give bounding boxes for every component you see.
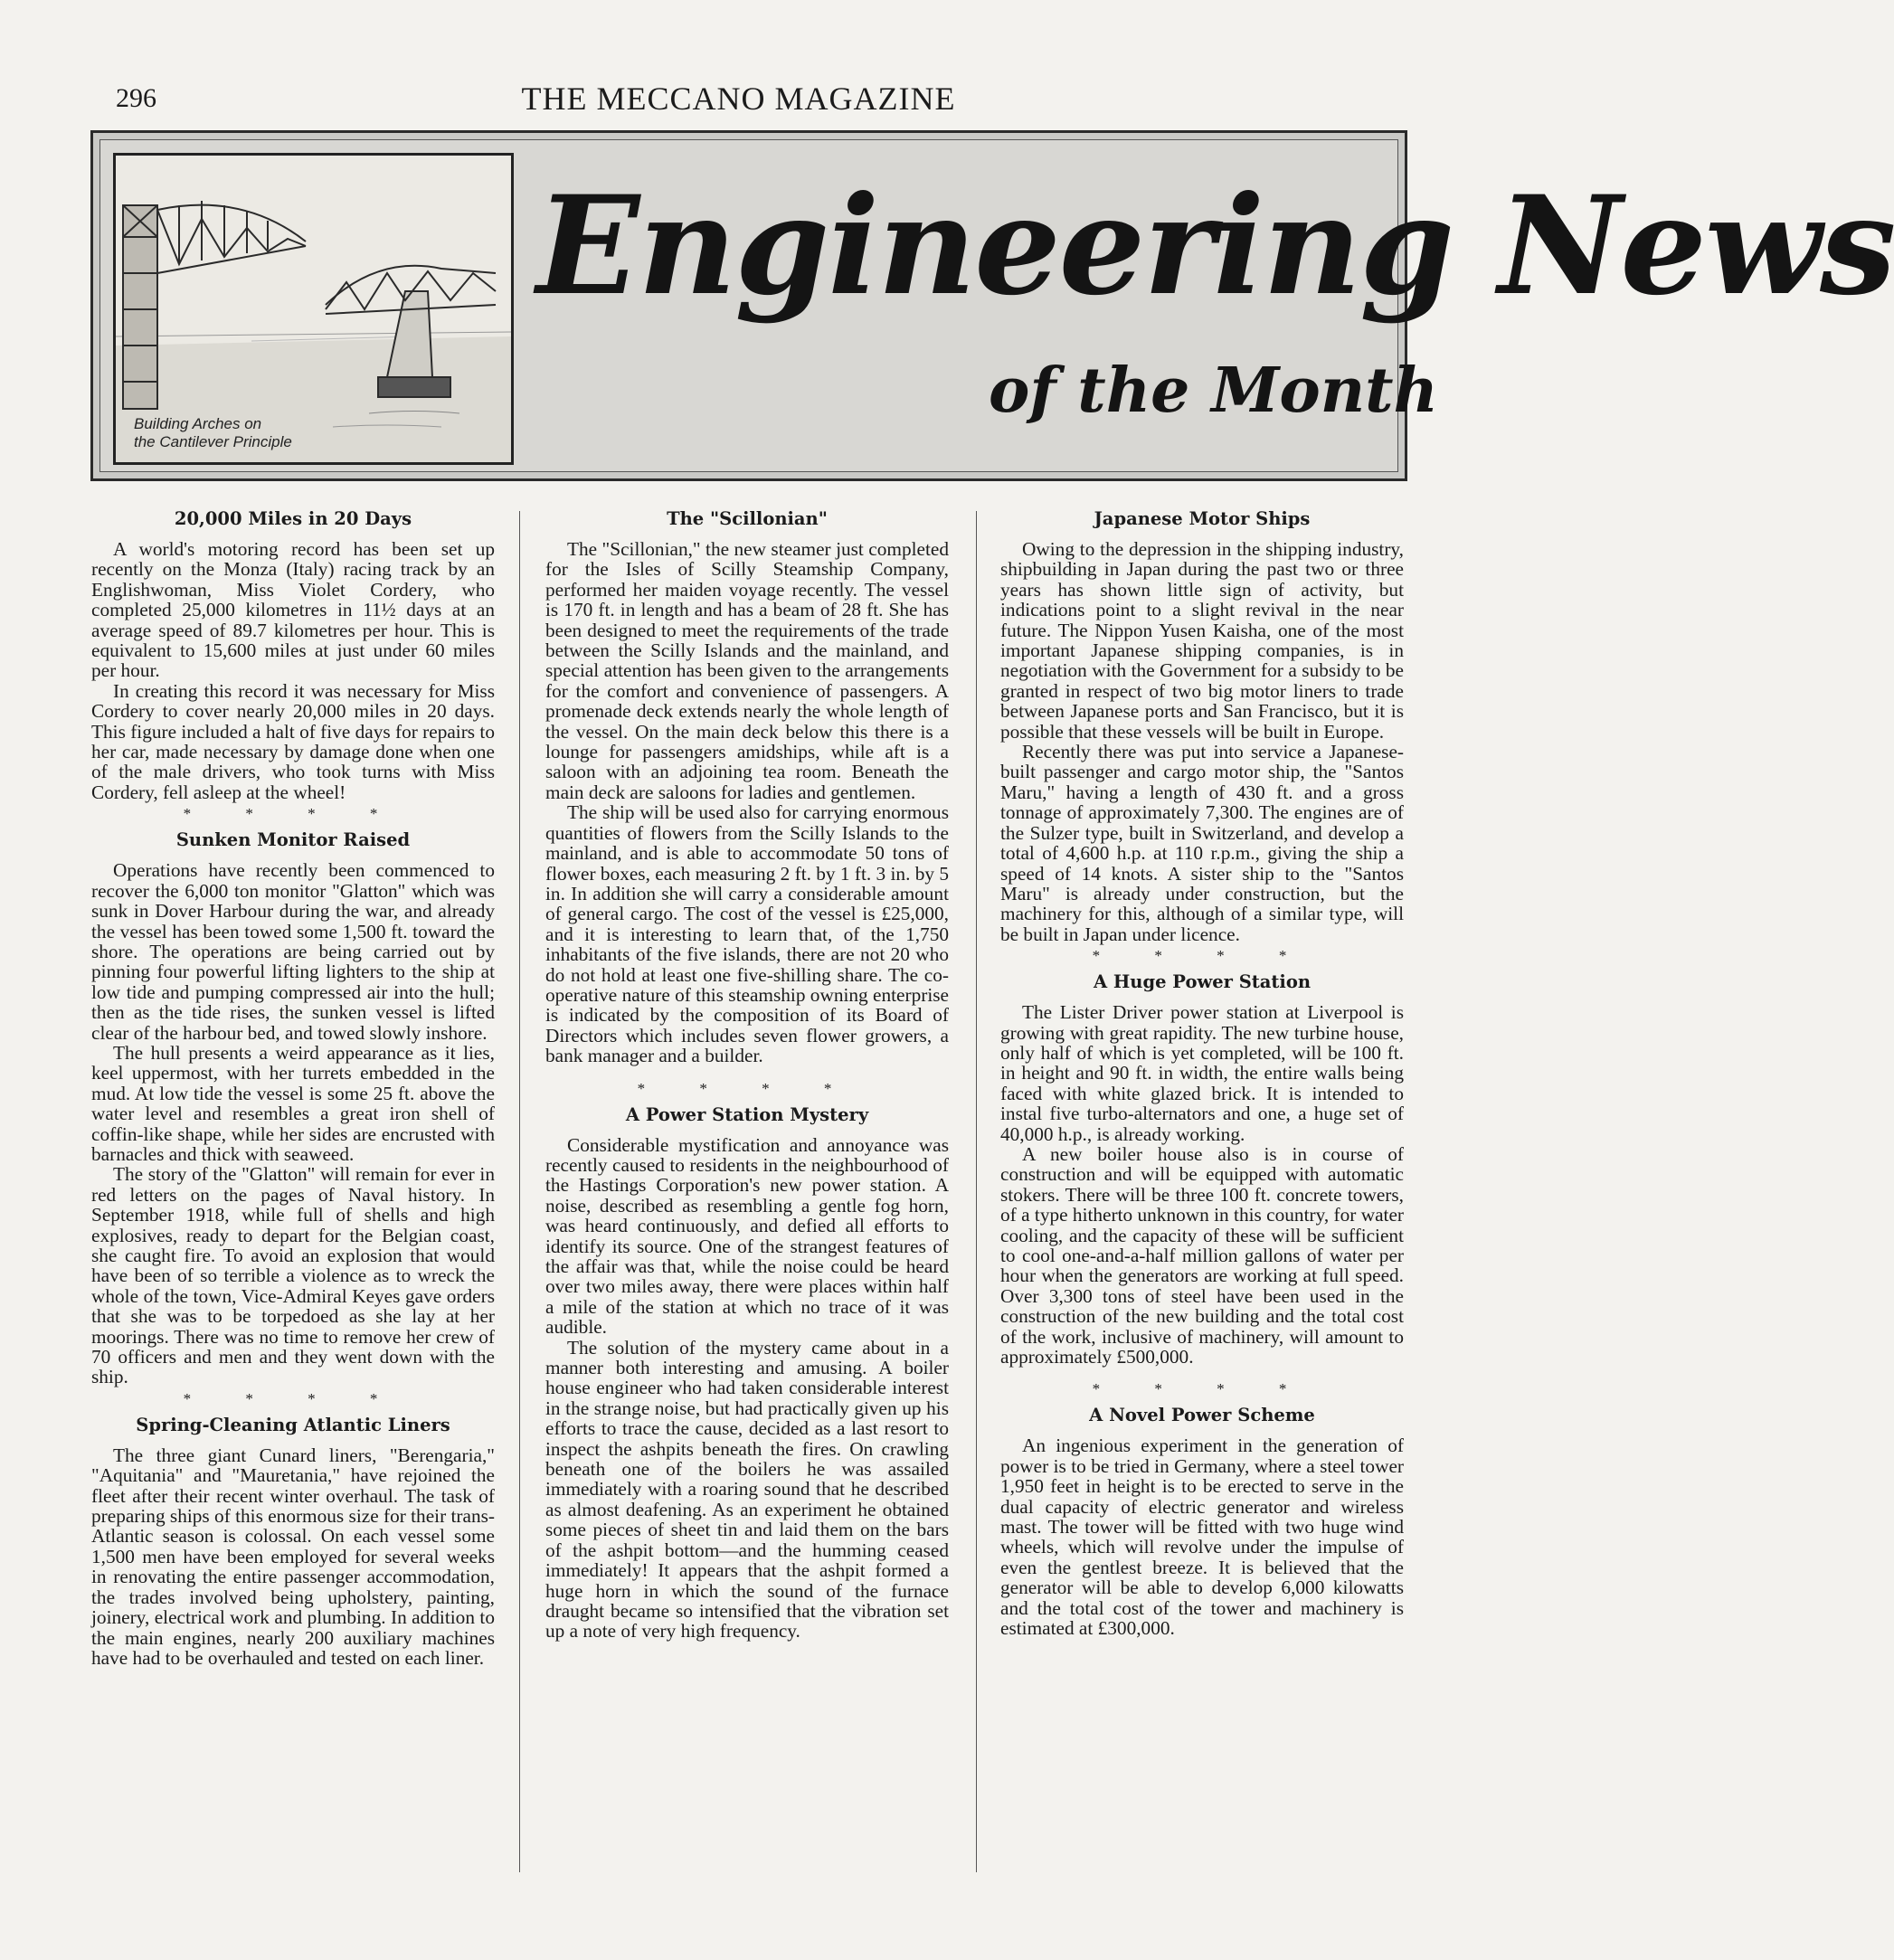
section-separator: * * * * [183,1389,403,1407]
article-paragraph: A world's motoring record has been set up recently on the Monza (Italy) racing track by an Englishwoman, Miss Violet Cordery, who completed 25,000 kilometres in 11½ days at an average speed of 89.7 kilometres per hour. This is equivalent to 15,600 miles at just under 60 miles per hour. [91,538,495,682]
column-divider [519,511,520,1872]
article-column-1 [91,508,495,1668]
section-separator: * * * * [1092,947,1312,965]
article-heading: A Power Station Mystery [625,1103,869,1125]
article-paragraph: Recently there was put into service a Japanese-built passenger and cargo motor ship, the "Santos Maru," having a length of 430 ft. and a gross tonnage of approximately 7,300. The engines are of the Sulzer type, built in Switzerland, and develop a total of 4,600 h.p. at 110 r.p.m., giving the ship a speed of 14 knots. A sister ship to the "Santos Maru" is already under construction, but the machinery for this, although of a similar type, will be built in Japan under licence. [1000,741,1404,945]
page-number: 296 [116,83,156,113]
article-heading: 20,000 Miles in 20 Days [174,508,412,529]
article-paragraph: In creating this record it was necessary for Miss Cordery to cover nearly 20,000 miles in 20 days. This figure included a halt of five days for repairs to her car, made necessary by damage done when one of the male drivers, who took turns with Miss Cordery, fell asleep at the wheel! [91,679,495,803]
article-paragraph: An ingenious experiment in the generation of power is to be tried in Germany, where a steel tower 1,950 feet in height is to be erected to serve in the dual capacity of electric generator and wireless mast. The tower will be fitted with two huge wind wheels, which will revolve under the impulse of even the gentlest breeze. It is believed that the generator will be able to develop 6,000 kilowatts and the total cost of the tower and machinery is estimated at £300,000. [1000,1434,1404,1640]
article-paragraph: Operations have recently been commenced to recover the 6,000 ton monitor "Glatton" which was sunk in Dover Harbour during the war, and already the vessel has been towed some 1,500 ft. toward the shore. The operations are being carried out by pinning four powerful lifting lighters to the ship at low tide and pumping compressed air into the hull; then as the tide rises, the sunken vessel is lifted clear of the harbour bed, and towed slowly inshore. [91,859,495,1044]
article-paragraph: The "Scillonian," the new steamer just completed for the Isles of Scilly Steamship Company, performed her maiden voyage recently. The vessel is 170 ft. in length and has a beam of 28 ft. She has been designed to meet the requirements of the trade between the Scilly Islands and the mainland, and special attention has been given to the arrangements for the comfort and convenience of passengers. A promenade deck extends nearly the whole length of the vessel. On the main deck below this there is a lounge for passengers amidships, while aft is a saloon with an adjoining tea room. Beneath the main deck are saloons for ladies and gentlemen. [545,538,949,803]
article-heading: Sunken Monitor Raised [175,829,411,851]
bridge-illustration [113,153,514,465]
article-paragraph: The Lister Driver power station at Liverpool is growing with great rapidity. The new turbine house, only half of which is yet completed, will be 100 ft. in height and 90 ft. in width, the entire walls being faced with white glazed brick. It is intended to instal five turbo-alternators and one, a huge set of 40,000 h.p., is already working. [1000,1001,1404,1145]
article-paragraph: The three giant Cunard liners, "Berengaria," "Aquitania" and "Mauretania," have rejoined the fleet after their recent winter overhaul. The task of preparing ships of this enormous size for their trans-Atlantic season is colossal. On each vessel some 1,500 men have been employed for several weeks in renovating the entire passenger accommodation, the trades involved being upholstery, painting, joinery, electrical work and plumbing. In addition to the main engines, nearly 200 auxiliary machines have had to be overhauled and tested on each liner. [91,1444,495,1669]
article-paragraph: A new boiler house also is in course of construction and will be equipped with automatic stokers. There will be three 100 ft. concrete towers, of a type hitherto unknown in this country, for water cooling, and the capacity of these will be sufficient to cool one-and-a-half million gallons of water per hour when the generators are working at full speed. Over 3,300 tons of steel have been used in the construction of the new building and the total cost of the work, inclusive of machinery, will amount to approximately £500,000. [1000,1142,1404,1368]
magazine-title: THE MECCANO MAGAZINE [521,80,956,117]
article-column-3 [1000,508,1404,1639]
section-separator: * * * * [183,805,403,823]
caption-line-1: Building Arches on [134,415,262,432]
section-separator: * * * * [637,1079,857,1097]
caption-line-2: the Cantilever Principle [134,433,292,450]
article-heading: A Huge Power Station [1093,971,1312,993]
column-divider [976,511,977,1872]
article-paragraph: Considerable mystification and annoyance was recently caused to residents in the neighbourhood of the Hastings Corporation's new power station. A noise, described as resembling a gentle fog horn, was heard continuously, and defied all efforts to identify its source. One of the strangest features of the affair was that, while the noise could be heard over two miles away, there were places within half a mile of the station at which no trace of it was audible. [545,1133,949,1339]
article-paragraph: The ship will be used also for carrying enormous quantities of flowers from the Scilly Islands to the mainland, and is able to accommodate 50 tons of flower boxes, each measuring 2 ft. by 1 ft. 3 in. by 5 in. In addition she will carry a considerable amount of general cargo. The cost of the vessel is £25,000, and it is interesting to learn that, of the 1,750 inhabitants of the five islands, there are not 20 who do not hold at least one five-shilling share. The co-operative nature of this steamship owning enterprise is indicated by the composition of its Board of Directors which includes seven flower growers, a bank manager and a builder. [545,801,949,1067]
article-heading: The "Scillonian" [667,508,828,529]
banner-title: Engineering News [536,166,1894,326]
article-heading: Japanese Motor Ships [1094,508,1311,529]
article-column-2 [545,508,949,1642]
article-paragraph: The story of the "Glatton" will remain for ever in red letters on the pages of Naval history. In September 1918, while full of shells and high explosives, ready to depart for the Belgian coast, she caught fire. To avoid an explosion that would have been of so terrible a violence as to wreck the whole of the town, Vice-Admiral Keyes gave orders that she was to be torpedoed as she lay at her moorings. There was no time to remove her crew of 70 officers and men and they went down with the ship. [91,1163,495,1388]
article-heading: A Novel Power Scheme [1089,1405,1315,1426]
article-paragraph: The solution of the mystery came about in a manner both interesting and amusing. A boiler house engineer who had taken considerable interest in the strange noise, but had practically given up his efforts to trace the cause, decided as a last resort to inspect the ashpits beneath the fires. On crawling beneath one of the boilers he was assailed immediately with a roaring sound that he described as almost deafening. As an experiment he obtained some pieces of sheet tin and laid them on the bars of the ashpit bottom—and the humming ceased immediately! It appears that the ashpit formed a huge horn in which the sound of the furnace draught became so intensified that the vibration set up a note of very high frequency. [545,1336,949,1643]
banner-subtitle: of the Month [989,355,1438,427]
article-paragraph: The hull presents a weird appearance as it lies, keel uppermost, with her turrets embedded in the mud. At low tide the vessel is some 25 ft. above the water level and resembles a great iron shell of coffin-like shape, while her sides are encrusted with barnacles and thick with seaweed. [91,1041,495,1165]
section-separator: * * * * [1092,1380,1312,1398]
article-heading: Spring-Cleaning Atlantic Liners [136,1414,450,1435]
engineering-news-banner [90,130,1894,481]
article-paragraph: Owing to the depression in the shipping industry, shipbuilding in Japan during the past two or three years has shown little sign of activity, but indications point to a slight revival in the near future. The Nippon Yusen Kaisha, one of the most important Japanese shipping companies, is in negotiation with the Government for a subsidy to be granted in respect of two big motor liners to trade between Japanese ports and San Francisco, but it is possible that these vessels will be built in Europe. [1000,538,1404,743]
illustration-caption [134,415,369,451]
